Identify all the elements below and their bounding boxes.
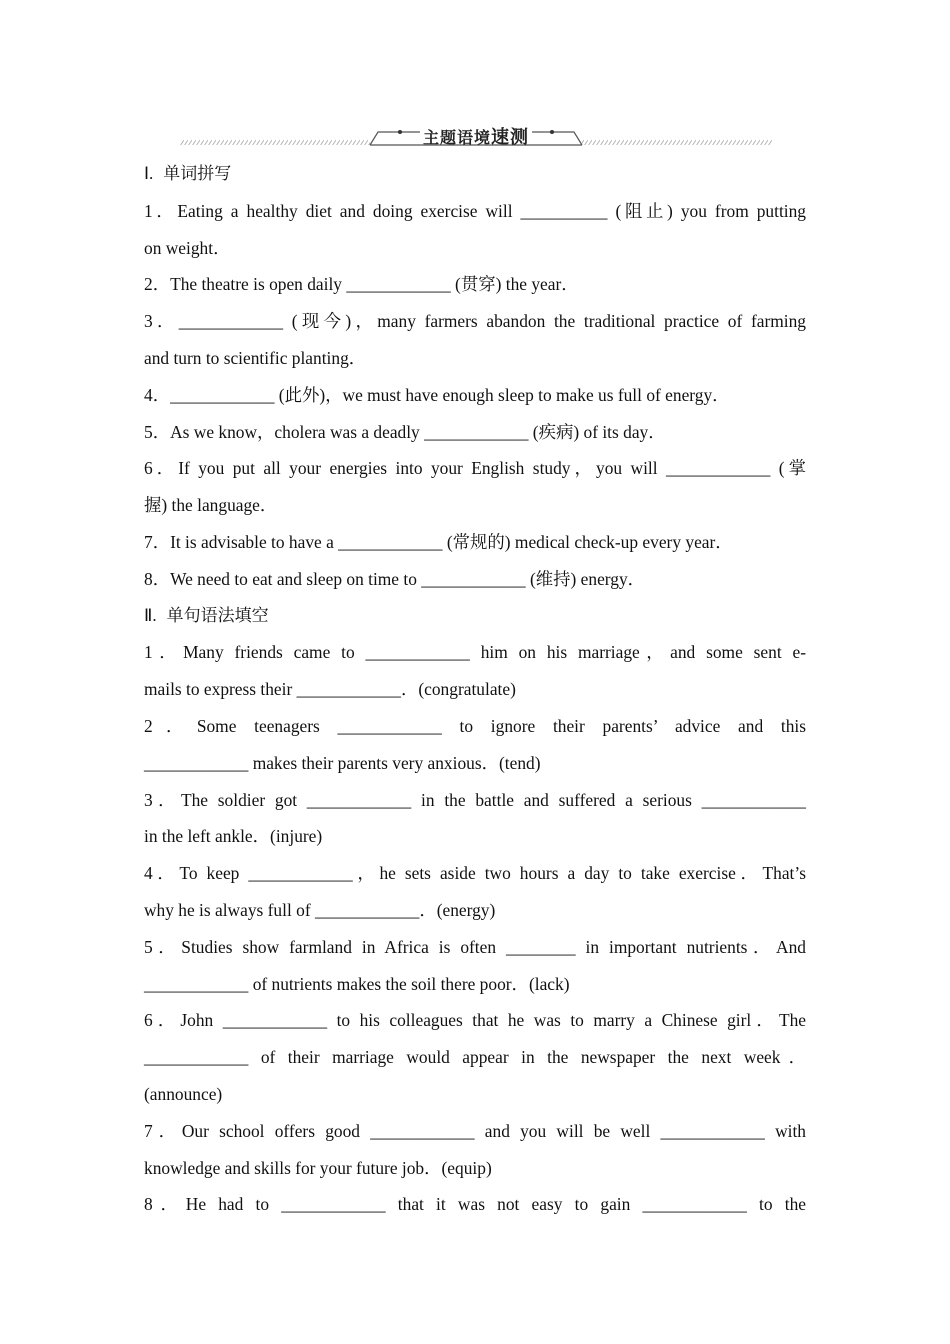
s2-line-10: ____________ of nutrients makes the soil there poor．(lack)	[144, 973, 570, 994]
section2-heading-text: 单句语法填空	[166, 605, 269, 626]
section-banner	[180, 122, 772, 152]
s1-line-7: 5．As we know，cholera was a deadly ____________ (疾病) of its day．	[144, 421, 666, 442]
s1-line-1: 1．Eating a healthy diet and doing exercise will __________ (阻止) you from putting	[144, 200, 806, 221]
section2-heading-num: Ⅱ.	[144, 605, 157, 625]
banner-title-strong: 速测	[491, 127, 529, 148]
s1-line-6: 4．____________ (此外)，we must have enough sleep to make us full of energy．	[144, 384, 730, 405]
section1-heading-text: 单词拼写	[163, 164, 232, 184]
s2-line-6: in the left ankle．(injure)	[144, 826, 323, 847]
s2-line-2: mails to express their ____________．(congratulate)	[144, 679, 516, 700]
s1-line-11: 8．We need to eat and sleep on time to ____________ (维持) energy．	[144, 568, 646, 589]
s2-line-8: why he is always full of ____________．(energy)	[144, 899, 496, 920]
s1-line-2: on weight．	[144, 237, 231, 258]
s2-line-14: 7．Our school offers good ____________ and you will be well ____________ with	[144, 1120, 806, 1141]
banner-title	[180, 123, 772, 149]
s1-line-4: 3．____________ (现今)，many farmers abandon the traditional practice of farming	[144, 311, 806, 332]
section1-heading	[144, 156, 806, 193]
s2-line-9: 5．Studies show farmland in Africa is often ________ in important nutrients．And	[144, 936, 806, 957]
s2-line-4: ____________ makes their parents very anxious．(tend)	[144, 752, 541, 773]
section1-heading-num: Ⅰ.	[144, 164, 154, 183]
s1-line-9: 握) the language．	[144, 495, 278, 516]
s2-line-13: (announce)	[144, 1083, 223, 1104]
worksheet-content	[144, 156, 806, 1223]
s2-line-3: 2．Some teenagers ____________ to ignore their parents’ advice and this	[144, 715, 806, 736]
banner-title-main: 主题语境	[422, 128, 491, 147]
s1-line-10: 7．It is advisable to have a ____________ (常规的) medical check-up every year．	[144, 531, 733, 552]
s2-line-16: 8．He had to ____________ that it was not easy to gain ____________ to the	[144, 1194, 806, 1215]
section2-heading	[144, 598, 806, 635]
s2-line-15: knowledge and skills for your future job．(equip)	[144, 1157, 492, 1178]
s1-line-3: 2．The theatre is open daily ____________ (贯穿) the year．	[144, 274, 579, 295]
s2-line-12: ____________ of their marriage would appear in the newspaper the next week．	[144, 1047, 806, 1068]
s1-line-8: 6．If you put all your energies into your English study，you will ____________ (掌	[144, 458, 806, 479]
s1-line-5: and turn to scientific planting．	[144, 347, 367, 368]
s2-line-5: 3．The soldier got ____________ in the battle and suffered a serious ____________	[144, 789, 806, 810]
s2-line-1: 1．Many friends came to ____________ him on his marriage，and some sent e-	[144, 642, 806, 663]
s2-line-11: 6．John ____________ to his colleagues that he was to marry a Chinese girl．The	[144, 1010, 806, 1031]
s2-line-7: 4．To keep ____________，he sets aside two hours a day to take exercise．That’s	[144, 863, 806, 884]
